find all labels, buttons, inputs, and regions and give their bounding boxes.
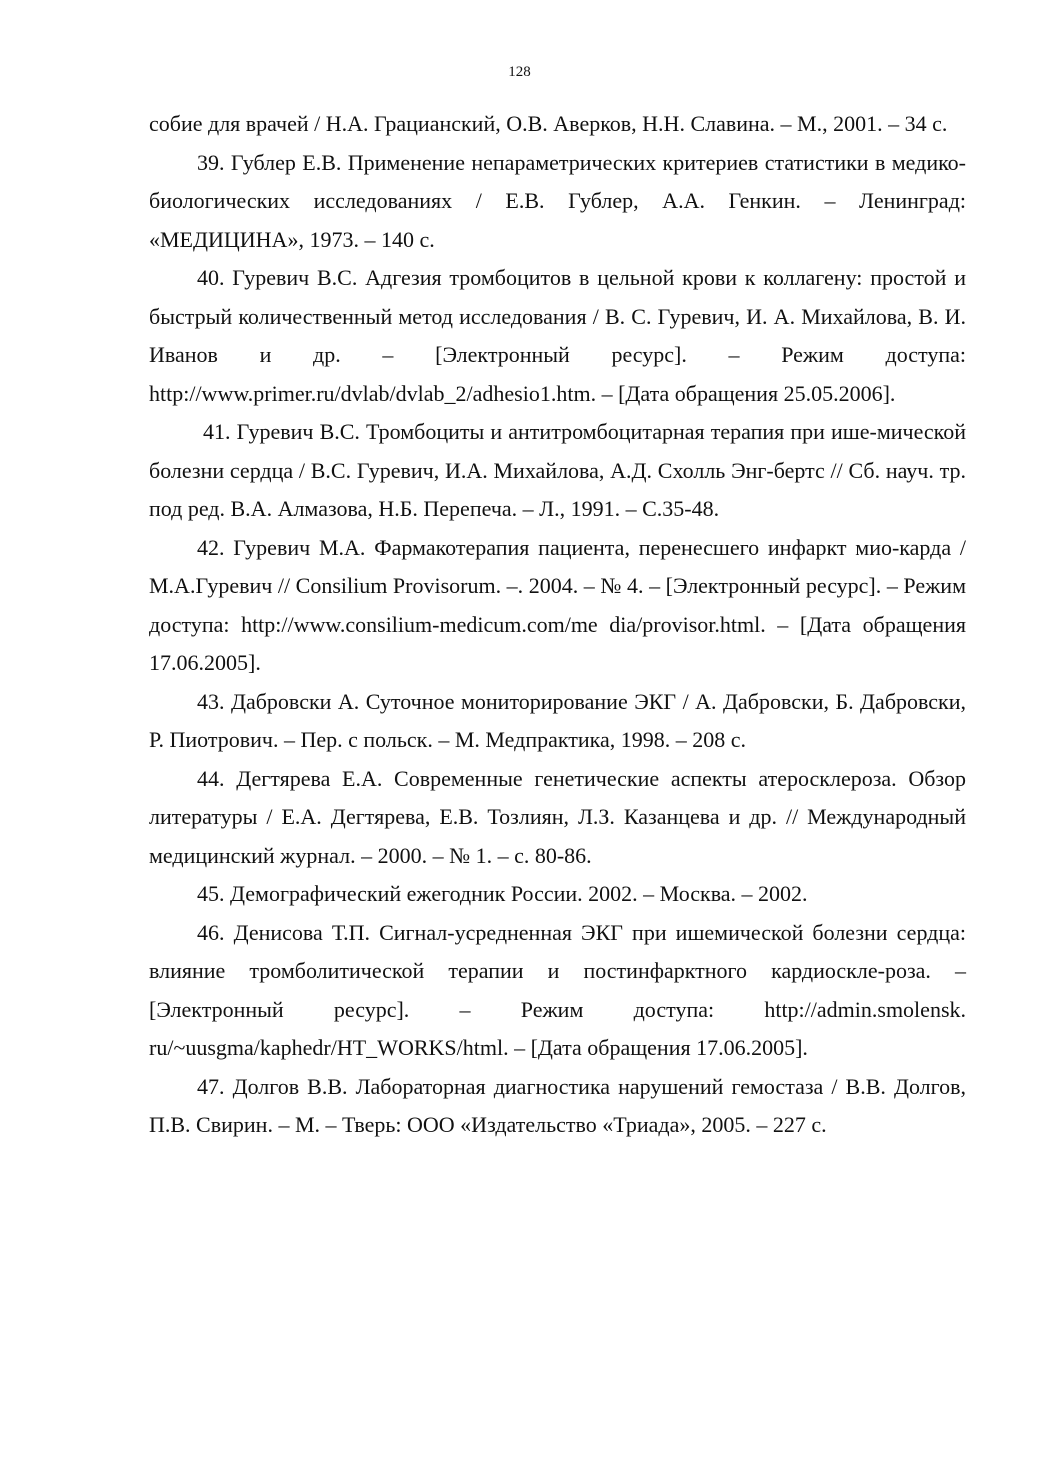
reference-42: 42. Гуревич М.А. Фармакотерапия пациента, перенесшего инфаркт мио-карда / М.А.Гуревич // Consilium Provisorum. –. 2004. – № 4. – [Электронный ресурс]. – Режим доступа: http://www.consilium-medicum.com/me dia/provisor.html. – [Дата обращения 17.06.2005]. bbox=[149, 534, 966, 675]
page-number: 128 bbox=[508, 64, 531, 80]
reference-45: 45. Демографический ежегодник России. 2002. – Москва. – 2002. bbox=[197, 881, 808, 906]
reference-43: 43. Дабровски А. Суточное мониторирование ЭКГ / А. Дабровски, Б. Дабровски, Р. Пиотрович. – Пер. с польск. – М. Медпрактика, 1998. – 208 с. bbox=[149, 688, 966, 752]
reference-continuation: собие для врачей / Н.А. Грацианский, О.В. Аверков, Н.Н. Славина. – М., 2001. – 34 с. bbox=[149, 111, 948, 136]
reference-list bbox=[149, 105, 966, 1145]
reference-40: 40. Гуревич В.С. Адгезия тромбоцитов в цельной крови к коллагену: простой и быстрый количественный метод исследования / В. С. Гуревич, И. А. Михайлова, В. И. Иванов и др. – [Электронный ресурс]. – Режим доступа: http://www.primer.ru/dvlab/dvlab_2/adhesio1.htm. – [Дата обращения 25.05.2006]. bbox=[149, 265, 966, 406]
reference-44: 44. Дегтярева Е.А. Современные генетические аспекты атеросклероза. Обзор литературы / Е.А. Дегтярева, Е.В. Тозлиян, Л.З. Казанцева и др. // Международный медицинский журнал. – 2000. – № 1. – с. 80-86. bbox=[149, 765, 966, 868]
reference-41: 41. Гуревич В.С. Тромбоциты и антитромбоцитарная терапия при ише-мической болезни сердца / В.С. Гуревич, И.А. Михайлова, А.Д. Схолль Энг-бертс // Сб. науч. тр. под ред. В.А. Алмазова, Н.Б. Перепеча. – Л., 1991. – С.35-48. bbox=[149, 419, 966, 521]
reference-46: 46. Денисова Т.П. Сигнал-усредненная ЭКГ при ишемической болезни сердца: влияние тромболитической терапии и постинфарктного кардиоскле-роза. – [Электронный ресурс]. – Режим доступа: http://admin.smolensk. ru/~uusgma/kaphedr/HT_WORKS/html. – [Дата обращения 17.06.2005]. bbox=[149, 919, 966, 1060]
reference-39: 39. Гублер Е.В. Применение непараметрических критериев статистики в медико-биологических исследованиях / Е.В. Гублер, А.А. Генкин. – Ленинград: «МЕДИЦИНА», 1973. – 140 с. bbox=[149, 149, 966, 252]
reference-47: 47. Долгов В.В. Лабораторная диагностика нарушений гемостаза / В.В. Долгов, П.В. Свирин. – М. – Тверь: ООО «Издательство «Триада», 2005. – 227 с. bbox=[149, 1073, 966, 1137]
